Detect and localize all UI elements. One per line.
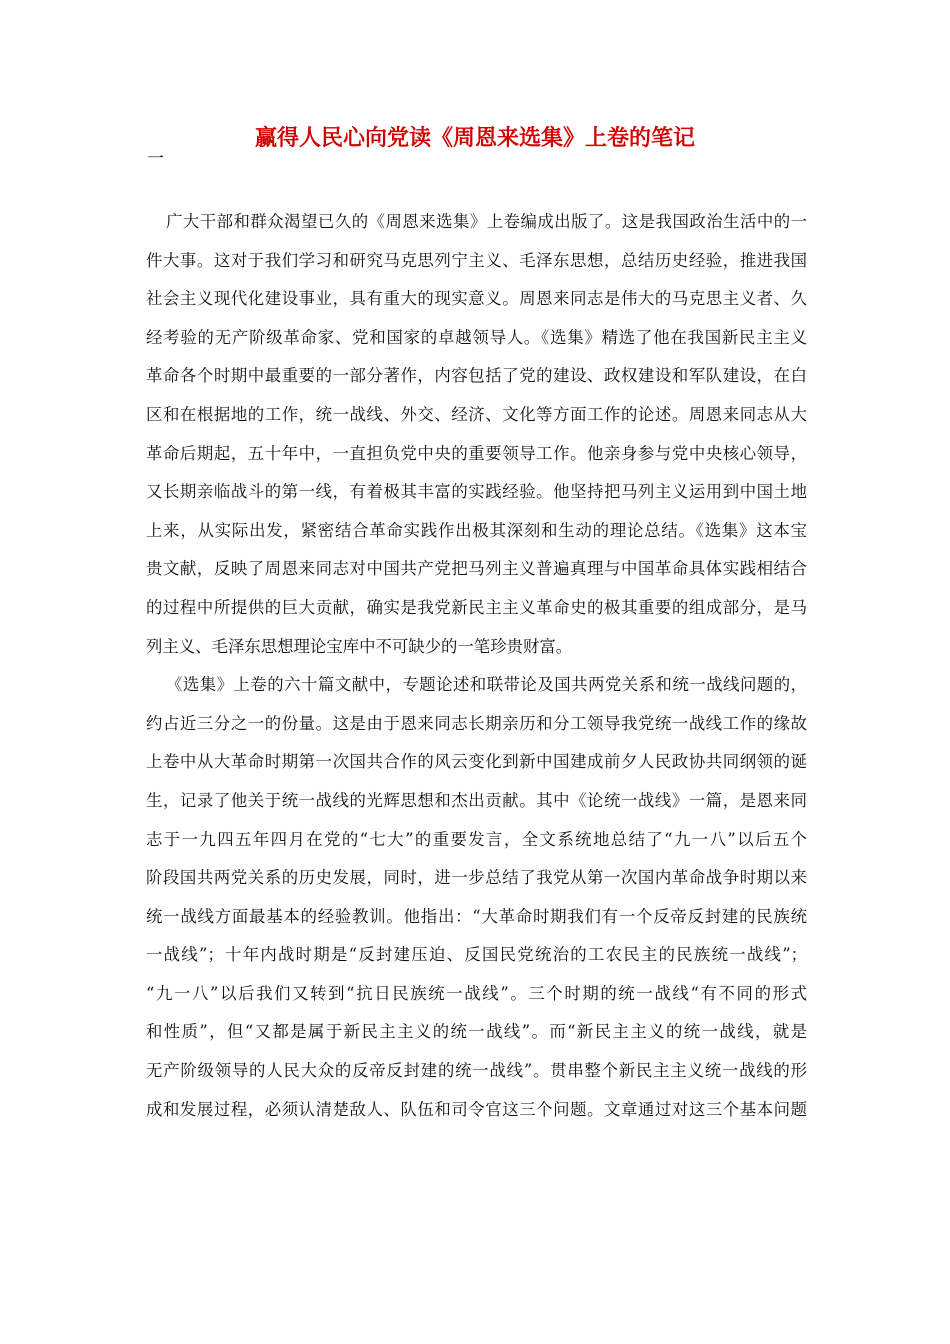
text-line: 无产阶级领导的人民大众的反帝反封建的统一战线”。贯串整个新民主主义统一战线的形	[146, 1061, 807, 1081]
text-line: 又长期亲临战斗的第一线，有着极其丰富的实践经验。他坚持把马列主义运用到中国土地	[146, 482, 807, 502]
text-line: 成和发展过程，必须认清楚敌人、队伍和司令官这三个问题。文章通过对这三个基本问题	[146, 1099, 807, 1119]
text-line: 志于一九四五年四月在党的“七大”的重要发言，全文系统地总结了“九一八”以后五个	[146, 829, 807, 849]
text-line: 《选集》上卷的六十篇文献中，专题论述和联带论及国共两党关系和统一战线问题的，	[166, 675, 807, 695]
text-line: 上来，从实际出发，紧密结合革命实践作出极其深刻和生动的理论总结。《选集》这本宝	[146, 520, 807, 540]
section-number: 一	[147, 149, 164, 169]
text-line: 件大事。这对于我们学习和研究马克思列宁主义、毛泽东思想，总结历史经验，推进我国	[146, 250, 807, 270]
document-title: 赢得人民心向党读《周恩来选集》上卷的笔记	[254, 125, 695, 151]
paragraph-1	[146, 203, 807, 666]
text-line: 革命后期起，五十年中，一直担负党中央的重要领导工作。他亲身参与党中央核心领导，	[146, 443, 807, 463]
text-line: 列主义、毛泽东思想理论宝库中不可缺少的一笔珍贵财富。	[146, 636, 573, 656]
paragraph-2	[146, 666, 807, 1129]
text-line: 上卷中从大革命时期第一次国共合作的风云变化到新中国建成前夕人民政协共同纲领的诞	[146, 752, 807, 772]
article-body	[146, 203, 807, 1129]
text-line: 阶段国共两党关系的历史发展，同时，进一步总结了我党从第一次国内革命战争时期以来	[146, 868, 807, 888]
text-line: 社会主义现代化建设事业，具有重大的现实意义。周恩来同志是伟大的马克思主义者、久	[146, 289, 807, 309]
text-line: 经考验的无产阶级革命家、党和国家的卓越领导人。《选集》精选了他在我国新民主主义	[146, 327, 807, 347]
text-line: 约占近三分之一的份量。这是由于恩来同志长期亲历和分工领导我党统一战线工作的缘故	[146, 713, 807, 733]
text-line: “九一八”以后我们又转到“抗日民族统一战线”。三个时期的统一战线“有不同的形式	[146, 983, 807, 1003]
text-line: 一战线”；十年内战时期是“反封建压迫、反国民党统治的工农民主的民族统一战线”；	[146, 945, 807, 965]
text-line: 统一战线方面最基本的经验教训。他指出：“大革命时期我们有一个反帝反封建的民族统	[146, 906, 807, 926]
text-line: 的过程中所提供的巨大贡献，确实是我党新民主主义革命史的极其重要的组成部分，是马	[146, 597, 807, 617]
text-line: 广大干部和群众渴望已久的《周恩来选集》上卷编成出版了。这是我国政治生活中的一	[166, 212, 807, 231]
text-line: 区和在根据地的工作，统一战线、外交、经济、文化等方面工作的论述。周恩来同志从大	[146, 404, 807, 424]
text-line: 贵文献，反映了周恩来同志对中国共产党把马列主义普遍真理与中国革命具体实践相结合	[146, 559, 807, 579]
text-line: 生，记录了他关于统一战线的光辉思想和杰出贡献。其中《论统一战线》一篇，是恩来同	[146, 790, 807, 810]
text-line: 和性质”，但“又都是属于新民主主义的统一战线”。而“新民主主义的统一战线，就是	[146, 1022, 807, 1042]
text-line: 革命各个时期中最重要的一部分著作，内容包括了党的建设、政权建设和军队建设，在白	[146, 366, 807, 386]
